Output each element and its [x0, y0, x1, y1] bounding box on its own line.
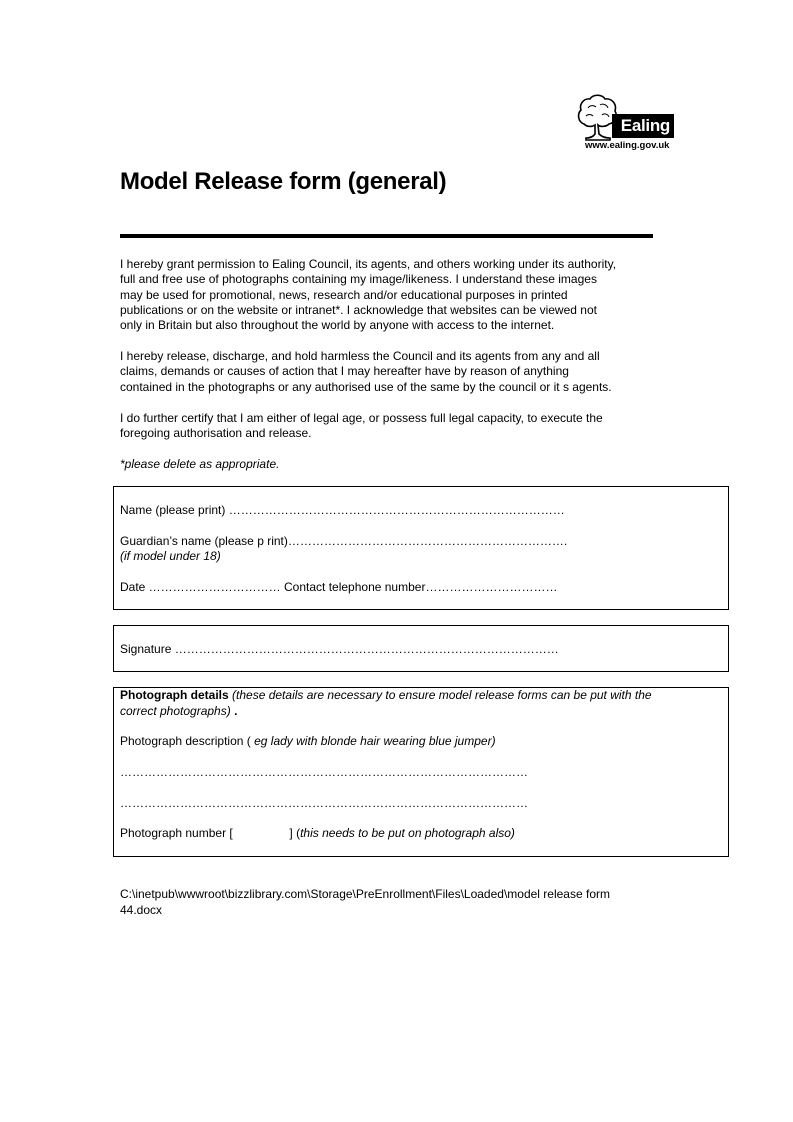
- photo-description-label: [120, 734, 496, 749]
- photo-details-heading-cont: [120, 704, 237, 719]
- logo-url: www.ealing.gov.uk: [585, 140, 670, 151]
- logo-wordmark: Ealing: [612, 114, 674, 138]
- text-line: foregoing authorisation and release.: [120, 426, 312, 441]
- file-path-line: 44.docx: [120, 902, 163, 917]
- file-path-line: C:\inetpub\wwwroot\bizzlibrary.com\Storage\PreEnrollment\Files\Loaded\model release form: [120, 887, 610, 901]
- text-line: may be used for promotional, news, research and/or educational purposes in printed: [120, 287, 568, 302]
- text-line: claims, demands or causes of action that I may hereafter have by reason of anything: [120, 364, 569, 379]
- page-title: Model Release form (general): [120, 168, 447, 195]
- text-line: full and free use of photographs containing my image/likeness. I understand these images: [120, 272, 597, 287]
- paragraph-certify: [120, 411, 680, 442]
- photo-details-note-cont: correct photographs): [120, 704, 231, 718]
- description-label: Photograph description (: [120, 734, 255, 748]
- photo-number-note: this needs to be put on photograph also): [300, 826, 515, 840]
- name-field[interactable]: Name (please print) …………………………………………………………………………: [120, 503, 565, 517]
- guardian-note: (if model under 18): [120, 549, 221, 563]
- text-line: only in Britain but also throughout the world by anyone with access to the internet.: [120, 318, 555, 333]
- text-line: I hereby release, discharge, and hold harmless the Council and its agents from any and all: [120, 349, 600, 363]
- paragraph-permission: [120, 257, 680, 333]
- text-line: I hereby grant permission to Ealing Council, its agents, and others working under its authority,: [120, 257, 617, 271]
- photo-details-title: Photograph details: [120, 688, 229, 702]
- photo-number-field[interactable]: [120, 826, 515, 841]
- text-line: I do further certify that I am either of legal age, or possess full legal capacity, to execute the: [120, 411, 603, 425]
- description-example: eg lady with blonde hair wearing blue jumper): [254, 734, 496, 748]
- photo-details-heading: [120, 688, 652, 703]
- photo-details-end: .: [230, 704, 238, 718]
- file-path-footer: [120, 887, 680, 918]
- photo-details-note: (these details are necessary to ensure model release forms can be put with the: [228, 688, 652, 702]
- date-phone-field[interactable]: Date …………………………… Contact telephone number……………………………: [120, 580, 558, 594]
- text-line: publications or on the website or intranet*. I acknowledge that websites can be viewed not: [120, 302, 597, 317]
- photo-number-label: Photograph number [ ] (: [120, 826, 301, 840]
- delete-note: [120, 457, 680, 472]
- description-dots-line-2[interactable]: …………………………………………………………………………………………: [120, 796, 528, 810]
- paragraph-release: [120, 349, 680, 395]
- signature-field[interactable]: Signature ……………………………………………………………………………………: [120, 642, 559, 656]
- text-line: *please delete as appropriate.: [120, 457, 280, 471]
- title-divider: [120, 234, 653, 238]
- guardian-name-field[interactable]: Guardian’s name (please p rint)…………………………………………………………….: [120, 534, 568, 548]
- ealing-logo: [576, 94, 676, 154]
- text-line: contained in the photographs or any authorised use of the same by the council or it s agents.: [120, 379, 612, 394]
- description-dots-line-1[interactable]: …………………………………………………………………………………………: [120, 765, 528, 779]
